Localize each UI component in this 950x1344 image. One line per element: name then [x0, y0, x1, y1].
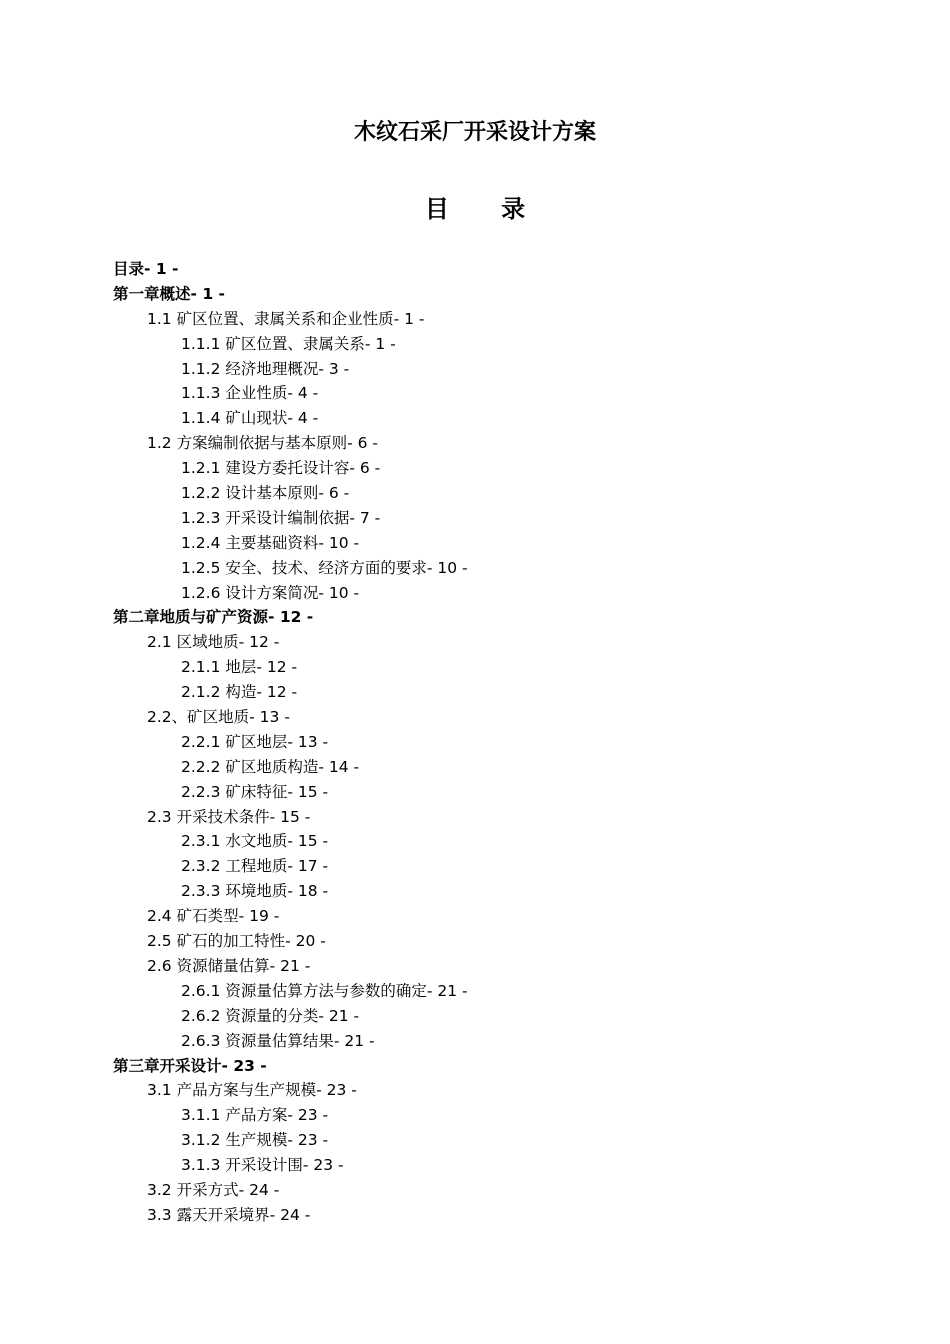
toc-entry[interactable]: 1.1.2 经济地理概况- 3 - — [181, 359, 350, 378]
toc-entry[interactable]: 3.1.2 生产规模- 23 - — [181, 1131, 329, 1150]
toc-entry[interactable]: 2.3.2 工程地质- 17 - — [181, 857, 329, 876]
toc-entry[interactable]: 3.2 开采方式- 24 - — [147, 1180, 280, 1199]
toc-entry[interactable]: 1.2.4 主要基础资料- 10 - — [181, 533, 360, 552]
toc-entry[interactable]: 1.1 矿区位置、隶属关系和企业性质- 1 - — [147, 309, 425, 328]
toc-entry[interactable]: 2.3 开采技术条件- 15 - — [147, 807, 311, 826]
toc-entry[interactable]: 目录- 1 - — [113, 260, 179, 278]
toc-entry[interactable]: 2.2、矿区地质- 13 - — [147, 708, 290, 727]
toc-entry[interactable]: 1.2 方案编制依据与基本原则- 6 - — [147, 434, 378, 453]
toc-entry[interactable]: 2.5 矿石的加工特性- 20 - — [147, 932, 326, 951]
toc-entry[interactable]: 第三章开采设计- 23 - — [113, 1056, 267, 1075]
toc-entry[interactable]: 1.1.3 企业性质- 4 - — [181, 384, 319, 403]
toc-heading: 目 录 — [424, 195, 548, 223]
toc-entry[interactable]: 2.6.2 资源量的分类- 21 - — [181, 1006, 360, 1025]
toc-entry[interactable]: 2.2.2 矿区地质构造- 14 - — [181, 757, 360, 776]
toc-entry[interactable]: 2.3.3 环境地质- 18 - — [181, 882, 329, 901]
toc-entry[interactable]: 2.6.3 资源量估算结果- 21 - — [181, 1031, 375, 1050]
toc-entry[interactable]: 3.1 产品方案与生产规模- 23 - — [147, 1081, 357, 1100]
toc-entry[interactable]: 3.1.3 开采设计围- 23 - — [181, 1156, 344, 1175]
toc-entry[interactable]: 2.2.3 矿床特征- 15 - — [181, 782, 329, 801]
toc-entry[interactable]: 2.1.1 地层- 12 - — [181, 658, 298, 677]
toc-entry[interactable]: 2.6 资源储量估算- 21 - — [147, 956, 311, 975]
toc-entry[interactable]: 1.2.5 安全、技术、经济方面的要求- 10 - — [181, 558, 468, 577]
toc-entry[interactable]: 第一章概述- 1 - — [113, 284, 225, 303]
toc-entry[interactable]: 2.2.1 矿区地层- 13 - — [181, 732, 329, 751]
document-title: 木纹石采厂开采设计方案 — [353, 120, 596, 145]
toc-entry[interactable]: 1.2.3 开采设计编制依据- 7 - — [181, 508, 381, 527]
toc-entry[interactable]: 2.6.1 资源量估算方法与参数的确定- 21 - — [181, 981, 468, 1000]
toc-entry[interactable]: 1.2.2 设计基本原则- 6 - — [181, 484, 350, 503]
toc-entry[interactable]: 第二章地质与矿产资源- 12 - — [113, 608, 314, 627]
toc-entry[interactable]: 2.4 矿石类型- 19 - — [147, 907, 280, 926]
toc-entry[interactable]: 1.2.6 设计方案简况- 10 - — [181, 583, 360, 602]
toc-entry[interactable]: 3.3 露天开采境界- 24 - — [147, 1205, 311, 1224]
toc-entry[interactable]: 3.1.1 产品方案- 23 - — [181, 1106, 329, 1125]
toc-entry[interactable]: 2.3.1 水文地质- 15 - — [181, 832, 329, 851]
toc-entry[interactable]: 1.2.1 建设方委托设计容- 6 - — [181, 459, 381, 478]
table-of-contents — [113, 257, 893, 1228]
toc-entry[interactable]: 2.1 区域地质- 12 - — [147, 633, 280, 652]
toc-entry[interactable]: 2.1.2 构造- 12 - — [181, 683, 298, 702]
toc-entry[interactable]: 1.1.1 矿区位置、隶属关系- 1 - — [181, 334, 396, 353]
toc-entry[interactable]: 1.1.4 矿山现状- 4 - — [181, 409, 319, 428]
